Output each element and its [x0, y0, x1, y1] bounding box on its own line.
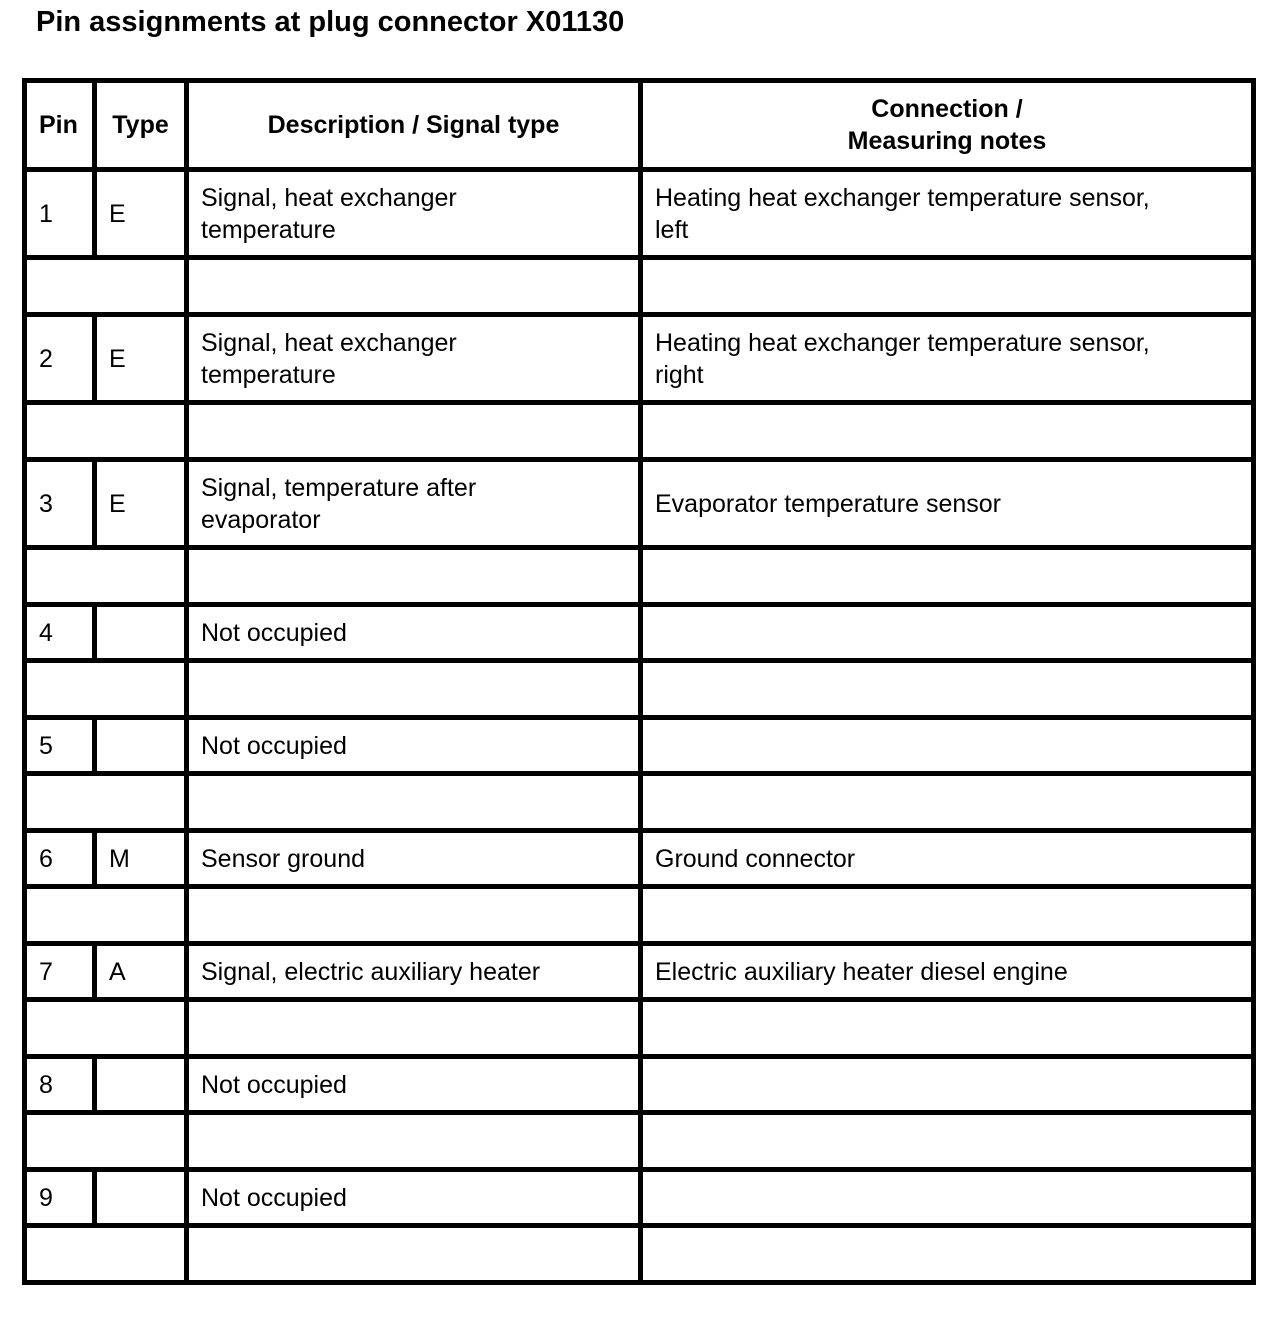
spacer-row	[25, 1226, 1254, 1283]
connection-cell	[641, 718, 1254, 774]
pin-cell	[25, 1170, 95, 1226]
description-cell	[187, 605, 641, 661]
pin-cell	[25, 315, 95, 403]
description-cell	[187, 170, 641, 258]
type-cell	[95, 944, 187, 1000]
spacer-row	[25, 403, 1254, 460]
type-cell-line: A	[109, 957, 126, 986]
pin-cell-line: 8	[39, 1070, 53, 1099]
spacer-cell	[641, 403, 1254, 460]
description-cell-line: Not occupied	[201, 618, 347, 647]
type-cell-line: M	[109, 844, 130, 873]
type-cell	[95, 1170, 187, 1226]
connection-cell-line: left	[655, 215, 689, 244]
pin-cell	[25, 460, 95, 548]
spacer-row	[25, 1000, 1254, 1057]
pin-cell-line: 5	[39, 731, 53, 760]
header-connection-line1: Connection /	[871, 95, 1023, 123]
spacer-row	[25, 548, 1254, 605]
description-cell-line: temperature	[201, 360, 336, 389]
connection-cell-line: Ground connector	[655, 844, 856, 873]
spacer-cell	[187, 258, 641, 315]
header-type: Type	[95, 81, 187, 170]
spacer-cell	[25, 403, 187, 460]
spacer-cell	[641, 661, 1254, 718]
pin-cell	[25, 944, 95, 1000]
connection-cell	[641, 605, 1254, 661]
connection-cell-line: Evaporator temperature sensor	[655, 489, 1002, 518]
spacer-cell	[25, 1226, 187, 1283]
pin-assignment-table	[22, 78, 1256, 1285]
spacer-cell	[25, 258, 187, 315]
description-cell	[187, 1170, 641, 1226]
pin-cell-line: 6	[39, 844, 53, 873]
pin-cell-line: 4	[39, 618, 53, 647]
type-cell-line: E	[109, 344, 126, 373]
description-cell-line: Not occupied	[201, 1070, 347, 1099]
description-cell-line: Signal, electric auxiliary heater	[201, 957, 541, 986]
header-pin: Pin	[25, 81, 95, 170]
type-cell-line: E	[109, 199, 126, 228]
spacer-cell	[187, 403, 641, 460]
description-cell-line: Not occupied	[201, 1183, 347, 1212]
type-cell	[95, 831, 187, 887]
pin-cell	[25, 718, 95, 774]
spacer-cell	[25, 887, 187, 944]
spacer-cell	[641, 1113, 1254, 1170]
header-connection	[641, 81, 1254, 170]
pin-cell-line: 3	[39, 489, 53, 518]
page-title: Pin assignments at plug connector X01130	[36, 6, 625, 38]
spacer-cell	[187, 1226, 641, 1283]
type-cell-line: E	[109, 489, 126, 518]
pin-cell	[25, 605, 95, 661]
table-row	[25, 1170, 1254, 1226]
type-cell	[95, 718, 187, 774]
header-description: Description / Signal type	[187, 81, 641, 170]
spacer-cell	[25, 661, 187, 718]
type-cell	[95, 605, 187, 661]
table-row	[25, 718, 1254, 774]
table-row	[25, 605, 1254, 661]
connection-cell-line: Heating heat exchanger temperature sensor,	[655, 183, 1150, 212]
spacer-cell	[641, 1226, 1254, 1283]
description-cell	[187, 944, 641, 1000]
pin-cell-line: 7	[39, 957, 53, 986]
table-row	[25, 315, 1254, 403]
spacer-cell	[187, 887, 641, 944]
pin-cell-line: 1	[39, 199, 53, 228]
connection-cell	[641, 1057, 1254, 1113]
spacer-cell	[25, 1113, 187, 1170]
spacer-cell	[25, 774, 187, 831]
header-connection-line2: Measuring notes	[847, 127, 1047, 155]
pin-cell-line: 2	[39, 344, 53, 373]
table-row	[25, 1057, 1254, 1113]
description-cell-line: Signal, heat exchanger	[201, 328, 457, 357]
description-cell	[187, 831, 641, 887]
spacer-cell	[187, 1000, 641, 1057]
table-row	[25, 170, 1254, 258]
type-cell	[95, 460, 187, 548]
spacer-cell	[187, 774, 641, 831]
spacer-cell	[641, 774, 1254, 831]
spacer-cell	[641, 548, 1254, 605]
spacer-row	[25, 774, 1254, 831]
table-row	[25, 944, 1254, 1000]
connection-cell	[641, 315, 1254, 403]
connection-cell	[641, 831, 1254, 887]
connection-cell-line: Electric auxiliary heater diesel engine	[655, 957, 1068, 986]
spacer-cell	[187, 661, 641, 718]
spacer-cell	[641, 1000, 1254, 1057]
pin-cell	[25, 831, 95, 887]
spacer-row	[25, 661, 1254, 718]
spacer-cell	[187, 548, 641, 605]
type-cell	[95, 1057, 187, 1113]
spacer-cell	[641, 887, 1254, 944]
description-cell-line: Signal, heat exchanger	[201, 183, 457, 212]
description-cell	[187, 718, 641, 774]
pin-cell	[25, 170, 95, 258]
description-cell	[187, 1057, 641, 1113]
connection-cell	[641, 460, 1254, 548]
description-cell	[187, 460, 641, 548]
spacer-row	[25, 258, 1254, 315]
pin-cell-line: 9	[39, 1183, 53, 1212]
connection-cell-line: right	[655, 360, 704, 389]
type-cell	[95, 315, 187, 403]
table-header-row	[25, 81, 1254, 170]
description-cell-line: Not occupied	[201, 731, 347, 760]
spacer-row	[25, 1113, 1254, 1170]
connection-cell	[641, 170, 1254, 258]
spacer-cell	[25, 1000, 187, 1057]
connection-cell-line: Heating heat exchanger temperature sensor,	[655, 328, 1150, 357]
table-row	[25, 460, 1254, 548]
description-cell-line: Sensor ground	[201, 844, 366, 873]
pin-cell	[25, 1057, 95, 1113]
description-cell-line: Signal, temperature after	[201, 473, 477, 502]
connection-cell	[641, 1170, 1254, 1226]
connection-cell	[641, 944, 1254, 1000]
description-cell-line: evaporator	[201, 505, 321, 534]
spacer-cell	[25, 548, 187, 605]
table-body	[25, 170, 1254, 1283]
description-cell-line: temperature	[201, 215, 336, 244]
type-cell	[95, 170, 187, 258]
table-row	[25, 831, 1254, 887]
spacer-cell	[641, 258, 1254, 315]
spacer-row	[25, 887, 1254, 944]
spacer-cell	[187, 1113, 641, 1170]
description-cell	[187, 315, 641, 403]
